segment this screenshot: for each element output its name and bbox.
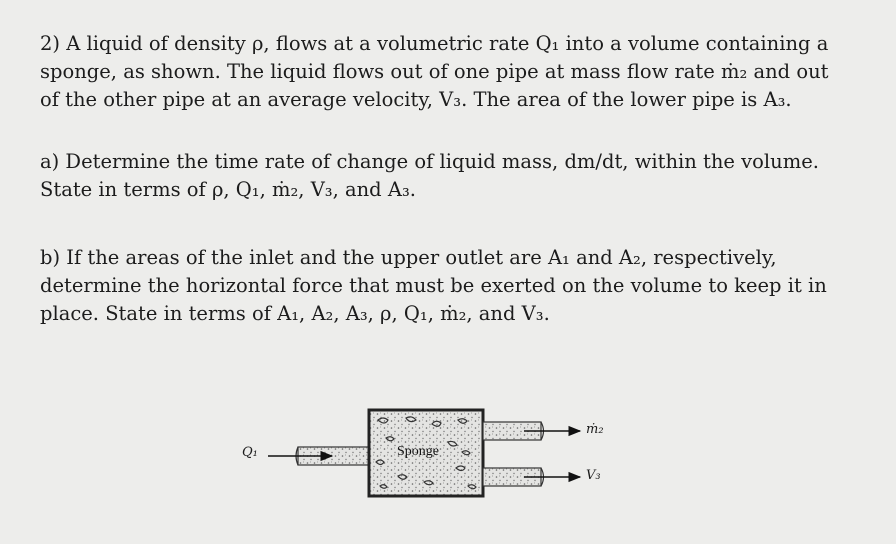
problem-line: sponge, as shown. The liquid flows out of one pipe at mass flow rate ṁ₂ and out: [40, 60, 829, 83]
part-a-line: State in terms of ρ, Q₁, ṁ₂, V₃, and A₃.: [40, 178, 416, 201]
part-b-line: place. State in terms of A₁, A₂, A₃, ρ, Q₁, ṁ₂, and V₃.: [40, 302, 550, 325]
velocity-label: V₃: [586, 468, 601, 483]
problem-line: of the other pipe at an average velocity, V₃. The area of the lower pipe is A₃.: [40, 88, 792, 111]
sponge-figure: [236, 398, 626, 508]
part-a: [40, 148, 865, 204]
inlet-flow-label: Q₁: [242, 445, 258, 460]
part-b-line: determine the horizontal force that must be exerted on the volume to keep it in: [40, 274, 827, 297]
problem-statement: [40, 30, 865, 114]
mass-flow-label: ṁ₂: [586, 422, 604, 437]
problem-line: 2) A liquid of density ρ, flows at a volumetric rate Q₁ into a volume containing a: [40, 32, 829, 55]
part-b: [40, 244, 865, 328]
part-b-line: b) If the areas of the inlet and the upper outlet are A₁ and A₂, respectively,: [40, 246, 777, 269]
sponge-label: Sponge: [397, 444, 439, 459]
part-a-line: a) Determine the time rate of change of liquid mass, dm/dt, within the volume.: [40, 150, 819, 173]
sponge-diagram: [236, 398, 626, 508]
